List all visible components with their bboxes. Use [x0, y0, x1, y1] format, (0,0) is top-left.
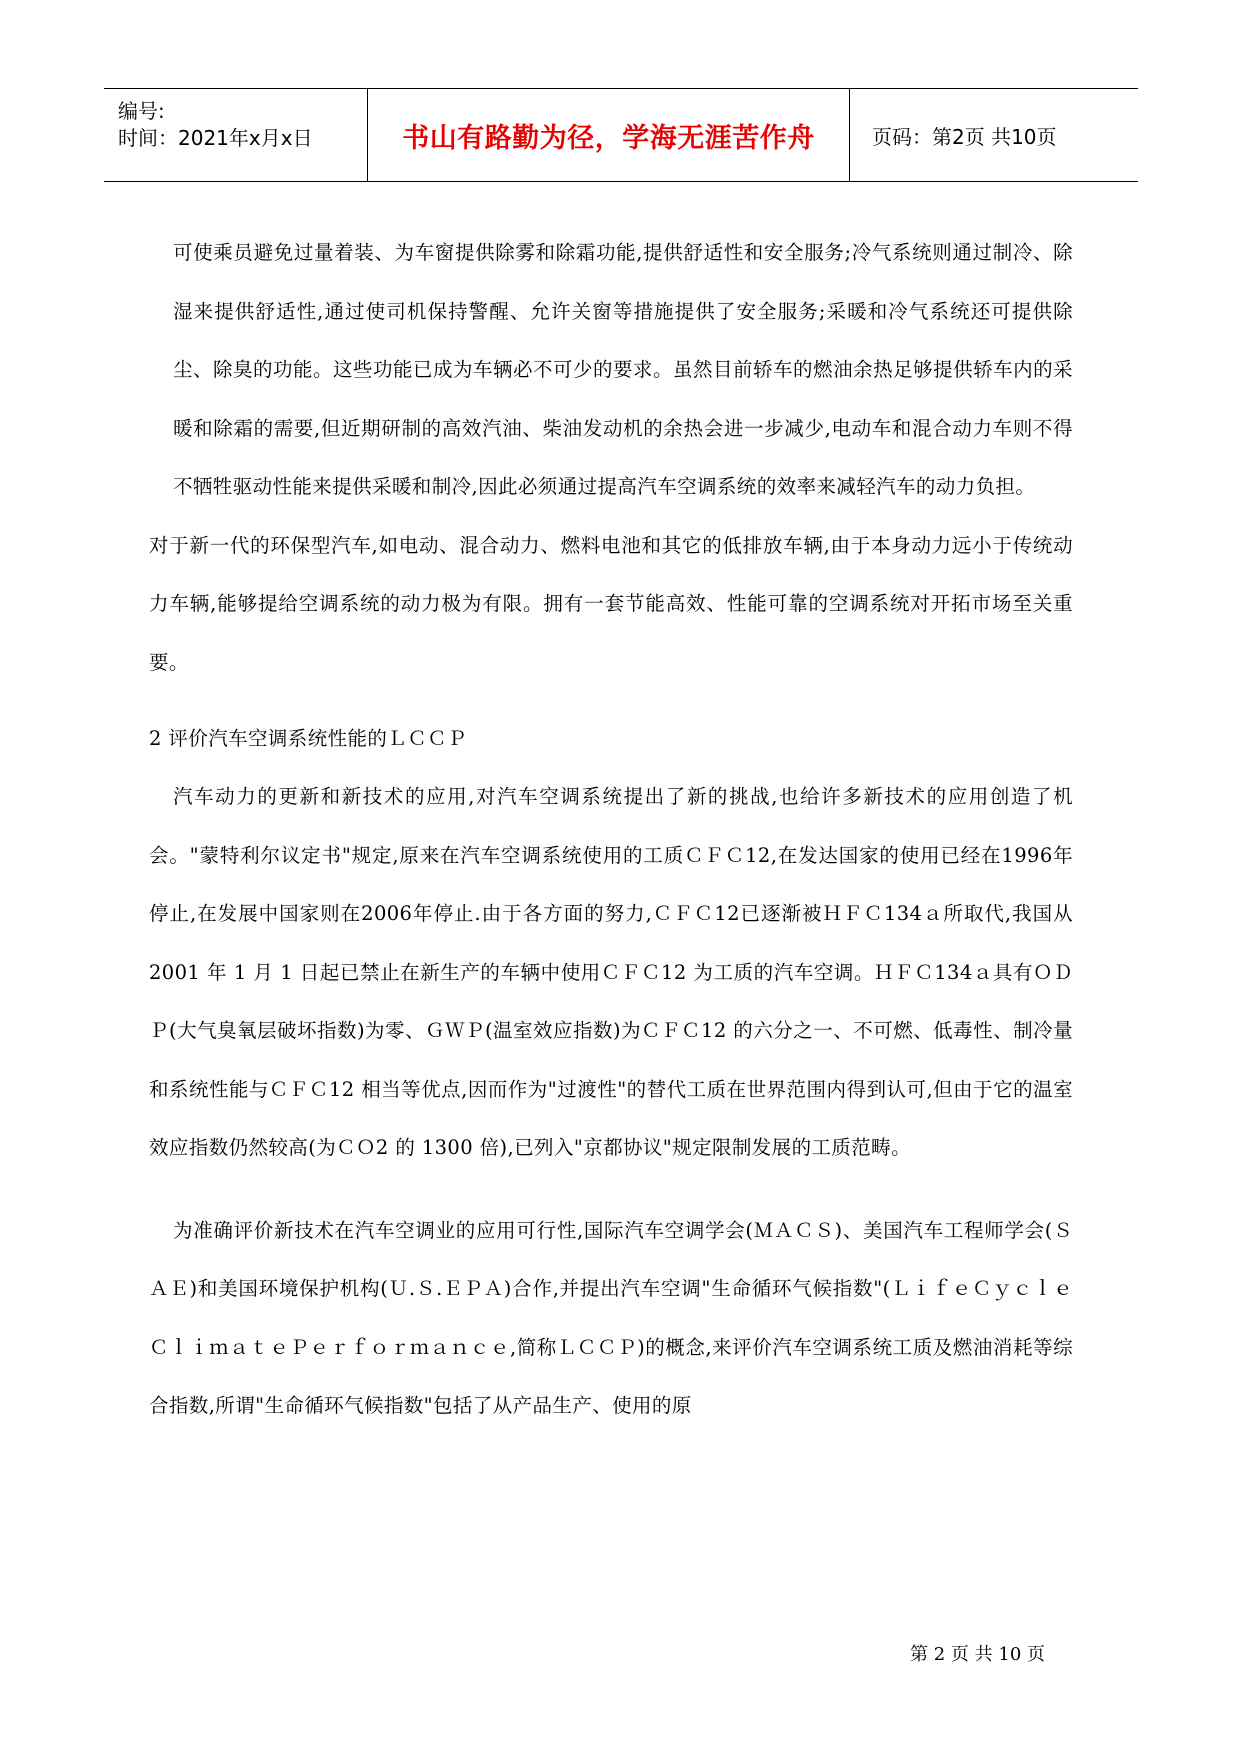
header-meta-cell	[104, 89, 368, 181]
section-heading: 2 评价汽车空调系统性能的ＬＣＣＰ	[149, 727, 467, 750]
page-header	[104, 88, 1138, 182]
spacer	[173, 692, 1073, 710]
document-number-label: 编号:	[118, 99, 165, 123]
body-paragraph-2: 对于新一代的环保型汽车,如电动、混合动力、燃料电池和其它的低排放车辆,由于本身动力远小于传统动力车辆,能够提给空调系统的动力极为有限。拥有一套节能高效、性能可靠的空调系统对开拓市场至关重要。	[149, 533, 1073, 674]
document-body	[149, 224, 1073, 1436]
spacer	[173, 1178, 1073, 1202]
document-time-label: 时间：2021年x月x日	[118, 126, 313, 150]
body-paragraph-1: 可使乘员避免过量着装、为车窗提供除雾和除霜功能,提供舒适性和安全服务;冷气系统则通过制冷、除湿来提供舒适性,通过使司机保持警醒、允许关窗等措施提供了安全服务;采暖和冷气系统还可提供除尘、除臭的功能。这些功能已成为车辆必不可少的要求。虽然目前轿车的燃油余热足够提供轿车内的采暖和除霜的需要,但近期研制的高效汽油、柴油发动机的余热会进一步减少,电动车和混合动力车则不得不牺牲驱动性能来提供采暖和制冷,因此必须通过提高汽车空调系统的效率来减轻汽车的动力负担。	[173, 241, 1073, 498]
footer-page-number: 第 2 页 共 10 页	[910, 1644, 1045, 1665]
page-footer	[0, 1640, 1241, 1670]
header-slogan: 书山有路勤为径，学海无涯苦作舟	[368, 89, 850, 181]
body-paragraph-4: 为准确评价新技术在汽车空调业的应用可行性,国际汽车空调学会(ＭＡＣＳ)、美国汽车工程师学会(ＳＡＥ)和美国环境保护机构(Ｕ.Ｓ.ＥＰＡ)合作,并提出汽车空调"生命循环气候指数"(ＬｉｆｅＣｙｃｌｅＣｌｉｍａｔｅＰｅｒｆｏｒｍａｎｃｅ,简称ＬＣＣＰ)的概念,来评价汽车空调系统工质及燃油消耗等综合指数,所谓"生命循环气候指数"包括了从产品生产、使用的原	[149, 1218, 1073, 1417]
body-paragraph-3: 汽车动力的更新和新技术的应用,对汽车空调系统提出了新的挑战,也给许多新技术的应用创造了机会。"蒙特利尔议定书"规定,原来在汽车空调系统使用的工质ＣＦＣ12,在发达国家的使用已经在1996年停止,在发展中国家则在2006年停止.由于各方面的努力,ＣＦＣ12已逐渐被ＨＦＣ134ａ所取代,我国从 2001 年 1 月 1 日起已禁止在新生产的车辆中使用ＣＦＣ12 为工质的汽车空调。ＨＦＣ134ａ具有ＯＤＰ(大气臭氧层破坏指数)为零、ＧＷＰ(温室效应指数)为ＣＦＣ12 的六分之一、不可燃、低毒性、制冷量和系统性能与ＣＦＣ12 相当等优点,因而作为"过渡性"的替代工质在世界范围内得到认可,但由于它的温室效应指数仍然较高(为ＣＯ2 的 1300 倍),已列入"京都协议"规定限制发展的工质范畴。	[149, 785, 1073, 1159]
header-page-code: 页码：第2页 共10页	[872, 124, 1057, 149]
